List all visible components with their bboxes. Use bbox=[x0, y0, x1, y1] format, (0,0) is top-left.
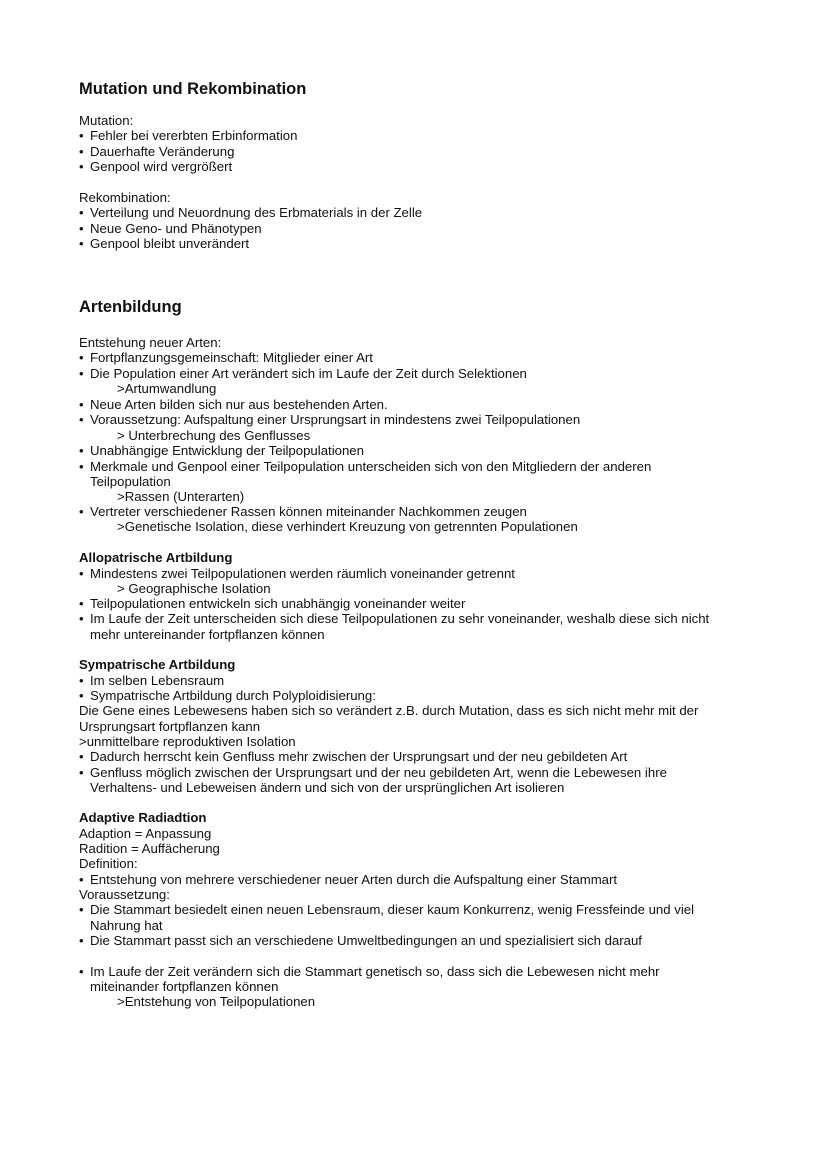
text-line bbox=[90, 918, 163, 933]
bullet-icon: • bbox=[79, 159, 84, 174]
line-text: Teilpopulation bbox=[90, 474, 171, 489]
text-line bbox=[79, 190, 171, 205]
text-line bbox=[79, 703, 698, 718]
bullet-item bbox=[79, 205, 422, 220]
line-text: Im Laufe der Zeit verändern sich die Stammart genetisch so, dass sich die Lebewesen nicht mehr bbox=[90, 964, 660, 979]
bullet-item bbox=[79, 459, 651, 474]
bullet-item bbox=[79, 221, 262, 236]
bullet-item bbox=[79, 673, 224, 688]
bullet-item bbox=[79, 504, 527, 519]
line-text: >Artumwandlung bbox=[117, 381, 217, 396]
line-text: Die Population einer Art verändert sich im Laufe der Zeit durch Selektionen bbox=[90, 366, 527, 381]
text-line bbox=[79, 734, 296, 749]
bullet-icon: • bbox=[79, 221, 84, 236]
section-heading bbox=[79, 297, 182, 317]
text-line bbox=[90, 474, 171, 489]
line-text: Voraussetzung: Aufspaltung einer Ursprungsart in mindestens zwei Teilpopulationen bbox=[90, 412, 581, 427]
bullet-item bbox=[79, 144, 234, 159]
line-text: Die Gene eines Lebewesens haben sich so verändert z.B. durch Mutation, dass es sich nicht mehr mit der bbox=[79, 703, 699, 718]
bullet-icon: • bbox=[79, 350, 84, 365]
line-text: Adaptive Radiadtion bbox=[79, 810, 207, 825]
line-text: >Entstehung von Teilpopulationen bbox=[117, 994, 316, 1009]
line-text: Unabhängige Entwicklung der Teilpopulationen bbox=[90, 443, 364, 458]
line-text: miteinander fortpflanzen können bbox=[90, 979, 279, 994]
bullet-icon: • bbox=[79, 144, 84, 159]
text-line bbox=[117, 519, 578, 534]
line-text: Entstehung neuer Arten: bbox=[79, 335, 222, 350]
line-text: Genpool wird vergrößert bbox=[90, 159, 233, 174]
text-line bbox=[79, 719, 260, 734]
bullet-item bbox=[79, 443, 364, 458]
line-text: Teilpopulationen entwickeln sich unabhängig voneinander weiter bbox=[90, 596, 466, 611]
line-text: Fehler bei vererbten Erbinformation bbox=[90, 128, 298, 143]
bullet-icon: • bbox=[79, 459, 84, 474]
line-text: Sympatrische Artbildung bbox=[79, 657, 236, 672]
bullet-item bbox=[79, 902, 694, 917]
bullet-icon: • bbox=[79, 765, 84, 780]
line-text: Genpool bleibt unverändert bbox=[90, 236, 250, 251]
line-text: Voraussetzung: bbox=[79, 887, 170, 902]
bullet-item bbox=[79, 611, 709, 626]
text-line bbox=[117, 994, 315, 1009]
line-text: mehr untereinander fortpflanzen können bbox=[90, 627, 325, 642]
bullet-item bbox=[79, 366, 527, 381]
bullet-icon: • bbox=[79, 397, 84, 412]
bullet-item bbox=[79, 128, 297, 143]
line-text: >Rassen (Unterarten) bbox=[117, 489, 245, 504]
text-line bbox=[117, 581, 271, 596]
bullet-icon: • bbox=[79, 596, 84, 611]
bullet-item bbox=[79, 159, 232, 174]
line-text: Fortpflanzungsgemeinschaft: Mitglieder einer Art bbox=[90, 350, 373, 365]
text-line bbox=[79, 841, 220, 856]
line-text: Rekombination: bbox=[79, 190, 171, 205]
bullet-icon: • bbox=[79, 872, 84, 887]
text-line bbox=[90, 780, 564, 795]
line-text: Im selben Lebensraum bbox=[90, 673, 225, 688]
text-line bbox=[117, 428, 310, 443]
text-line bbox=[79, 335, 221, 350]
line-text: Die Stammart besiedelt einen neuen Lebensraum, dieser kaum Konkurrenz, wenig Fressfeinde und viel bbox=[90, 902, 695, 917]
line-text: Allopatrische Artbildung bbox=[79, 550, 233, 565]
bullet-item bbox=[79, 596, 465, 611]
line-text: Neue Arten bilden sich nur aus bestehenden Arten. bbox=[90, 397, 388, 412]
bullet-icon: • bbox=[79, 611, 84, 626]
line-text: >unmittelbare reproduktiven Isolation bbox=[79, 734, 296, 749]
bullet-item bbox=[79, 566, 515, 581]
line-text: Im Laufe der Zeit unterscheiden sich diese Teilpopulationen zu sehr voneinander, weshalb diese sich nicht bbox=[90, 611, 710, 626]
line-text: Dauerhafte Veränderung bbox=[90, 144, 235, 159]
bullet-item bbox=[79, 765, 667, 780]
bullet-icon: • bbox=[79, 688, 84, 703]
text-line bbox=[79, 113, 133, 128]
bullet-icon: • bbox=[79, 673, 84, 688]
text-line bbox=[90, 979, 278, 994]
bullet-item bbox=[79, 749, 627, 764]
text-line bbox=[117, 381, 216, 396]
line-text: > Geographische Isolation bbox=[117, 581, 271, 596]
line-text: Neue Geno- und Phänotypen bbox=[90, 221, 262, 236]
bullet-item bbox=[79, 350, 373, 365]
bullet-icon: • bbox=[79, 749, 84, 764]
bullet-icon: • bbox=[79, 366, 84, 381]
bullet-item bbox=[79, 964, 660, 979]
bullet-icon: • bbox=[79, 964, 84, 979]
bullet-item bbox=[79, 397, 388, 412]
line-text: Adaption = Anpassung bbox=[79, 826, 212, 841]
line-text: Vertreter verschiedener Rassen können miteinander Nachkommen zeugen bbox=[90, 504, 527, 519]
bullet-icon: • bbox=[79, 504, 84, 519]
line-text: Definition: bbox=[79, 856, 138, 871]
line-text: Artenbildung bbox=[79, 298, 182, 316]
section-heading bbox=[79, 550, 232, 565]
line-text: Verteilung und Neuordnung des Erbmaterials in der Zelle bbox=[90, 205, 423, 220]
bullet-icon: • bbox=[79, 566, 84, 581]
bullet-item bbox=[79, 933, 642, 948]
line-text: Dadurch herrscht kein Genfluss mehr zwischen der Ursprungsart und der neu gebildeten Art bbox=[90, 749, 628, 764]
line-text: Entstehung von mehrere verschiedener neuer Arten durch die Aufspaltung einer Stammart bbox=[90, 872, 618, 887]
line-text: Radition = Auffächerung bbox=[79, 841, 220, 856]
bullet-icon: • bbox=[79, 412, 84, 427]
line-text: Mutation: bbox=[79, 113, 134, 128]
line-text: >Genetische Isolation, diese verhindert Kreuzung von getrennten Populationen bbox=[117, 519, 578, 534]
bullet-icon: • bbox=[79, 443, 84, 458]
section-heading bbox=[79, 657, 235, 672]
text-line bbox=[79, 887, 170, 902]
bullet-icon: • bbox=[79, 236, 84, 251]
line-text: Nahrung hat bbox=[90, 918, 163, 933]
line-text: Ursprungsart fortpflanzen kann bbox=[79, 719, 261, 734]
bullet-item bbox=[79, 872, 617, 887]
line-text: > Unterbrechung des Genflusses bbox=[117, 428, 311, 443]
bullet-icon: • bbox=[79, 128, 84, 143]
text-line bbox=[79, 826, 211, 841]
bullet-item bbox=[79, 236, 249, 251]
line-text: Genfluss möglich zwischen der Ursprungsart und der neu gebildeten Art, wenn die Lebewesen ihre bbox=[90, 765, 667, 780]
page-title: Mutation und Rekombination bbox=[79, 80, 307, 98]
bullet-icon: • bbox=[79, 205, 84, 220]
text-line bbox=[79, 856, 138, 871]
line-text: Mindestens zwei Teilpopulationen werden räumlich voneinander getrennt bbox=[90, 566, 515, 581]
text-line bbox=[117, 489, 244, 504]
line-text: Merkmale und Genpool einer Teilpopulation unterscheiden sich von den Mitgliedern der anderen bbox=[90, 459, 652, 474]
line-text: Sympatrische Artbildung durch Polyploidisierung: bbox=[90, 688, 376, 703]
line-text: Die Stammart passt sich an verschiedene Umweltbedingungen an und spezialisiert sich darauf bbox=[90, 933, 642, 948]
bullet-item bbox=[79, 412, 580, 427]
line-text: Verhaltens- und Lebeweisen ändern und sich von der ursprünglichen Art isolieren bbox=[90, 780, 565, 795]
bullet-icon: • bbox=[79, 902, 84, 917]
bullet-icon: • bbox=[79, 933, 84, 948]
section-heading bbox=[79, 810, 207, 825]
bullet-item bbox=[79, 688, 376, 703]
text-line bbox=[90, 627, 325, 642]
